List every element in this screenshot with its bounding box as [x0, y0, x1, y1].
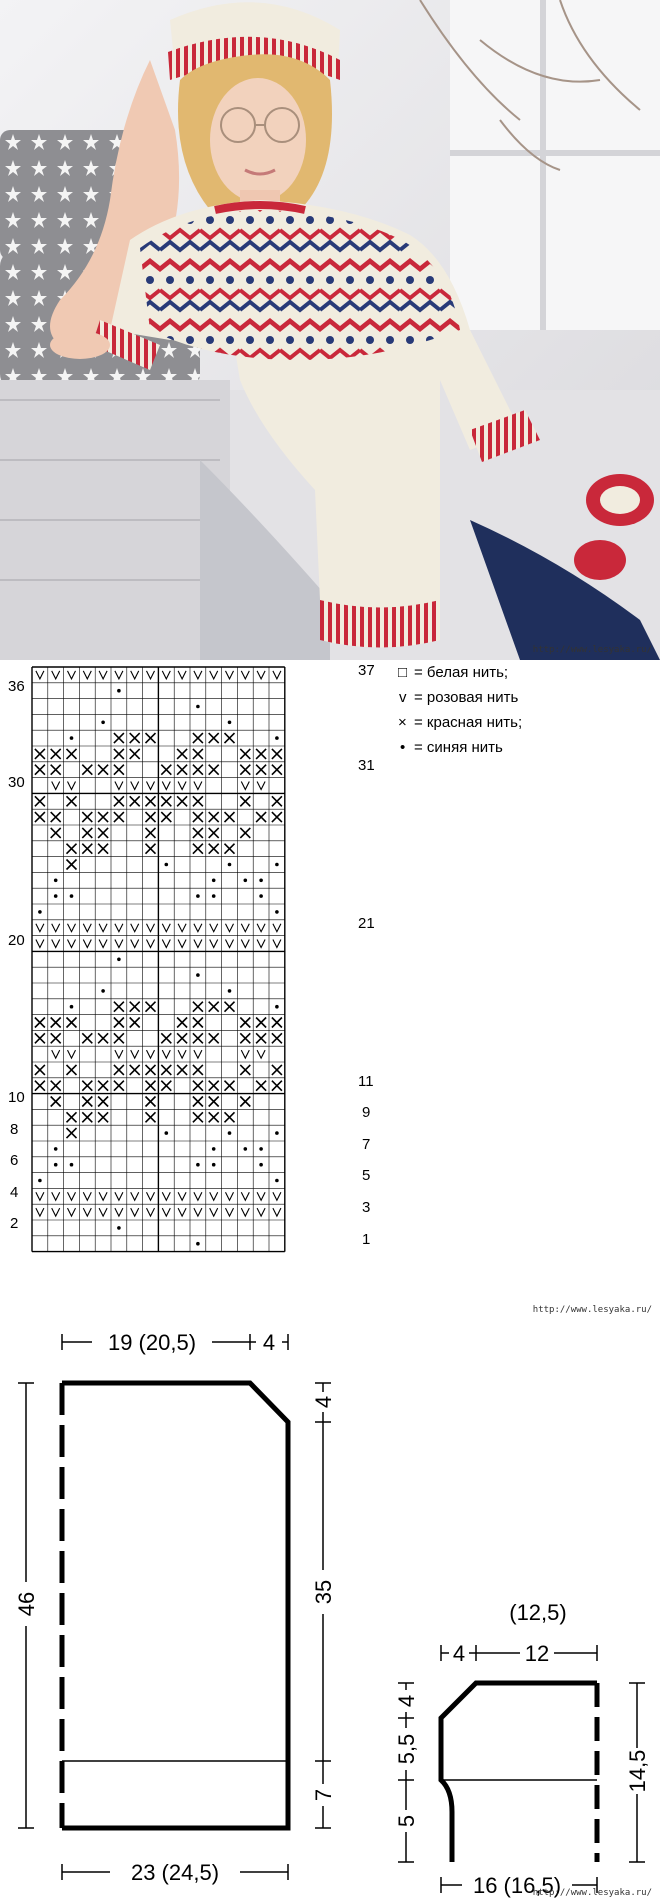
left-row-labels	[8, 678, 25, 1232]
row-label-2: 2	[10, 1215, 19, 1232]
body-top-width: 19 (20,5)	[107, 1330, 197, 1355]
sleeve-piece	[441, 1683, 597, 1862]
sleeve-top-width: 12	[524, 1641, 550, 1666]
row-label-31: 31	[358, 757, 375, 774]
chart-watermark: http://www.lesyaka.ru/	[532, 1305, 652, 1315]
legend-symbol-pink: v	[399, 689, 407, 706]
sleeve-bottom-width: 16 (16,5)	[472, 1873, 562, 1898]
legend-text-red: = красная нить;	[414, 714, 523, 731]
row-label-8: 8	[10, 1121, 19, 1138]
legend-text-blue: = синяя нить	[414, 739, 503, 756]
knitting-chart-section	[0, 660, 660, 1320]
row-label-11: 11	[358, 1073, 374, 1090]
sleeve-outline	[441, 1683, 597, 1862]
knitting-chart	[0, 660, 660, 1320]
sweater-photo-drawing	[0, 0, 660, 660]
body-piece	[62, 1383, 288, 1828]
row-label-21: 21	[358, 915, 375, 932]
legend-item-blue	[400, 739, 503, 756]
right-row-labels	[358, 662, 375, 1248]
body-shoulder-width: 4	[262, 1330, 276, 1355]
schematic-watermark: http://www.lesyaka.ru/	[532, 1888, 652, 1898]
sleeve-labels	[394, 1600, 650, 1898]
body-bottom-width: 23 (24,5)	[130, 1860, 220, 1885]
legend-item-white	[398, 664, 508, 681]
row-label-10: 10	[8, 1089, 25, 1106]
row-label-1: 1	[362, 1231, 371, 1248]
row-label-3: 3	[362, 1199, 371, 1216]
row-label-36: 36	[8, 678, 25, 695]
row-label-30: 30	[8, 774, 25, 791]
row-label-6: 6	[10, 1152, 19, 1169]
row-label-37: 37	[358, 662, 375, 679]
legend-symbol-blue: •	[400, 739, 406, 756]
row-label-20: 20	[8, 932, 25, 949]
legend-text-white: = белая нить;	[414, 664, 509, 681]
body-upper-height: 35	[311, 1579, 336, 1605]
sleeve-height: 14,5	[625, 1749, 650, 1793]
legend-symbol-red: ×	[398, 714, 407, 731]
sweater-photo	[0, 0, 660, 660]
body-total-height: 46	[14, 1591, 39, 1617]
row-label-7: 7	[362, 1136, 371, 1153]
body-shoulder-drop: 4	[311, 1395, 336, 1409]
sleeve-cap-height: 4	[394, 1694, 419, 1708]
row-label-5: 5	[362, 1167, 371, 1184]
schematics-drawing	[0, 1320, 660, 1899]
pattern-schematics	[0, 1320, 660, 1899]
legend-item-pink	[399, 689, 518, 706]
sleeve-top-label: (12,5)	[509, 1600, 567, 1625]
sleeve-mid-height: 5,5	[394, 1733, 419, 1765]
legend-symbol-white: □	[398, 664, 408, 681]
row-label-4: 4	[10, 1184, 19, 1201]
legend-item-red	[398, 714, 522, 731]
legend-text-pink: = розовая нить	[414, 689, 519, 706]
body-hem-height: 7	[311, 1788, 336, 1802]
chart-legend	[398, 664, 522, 756]
sleeve-left-width: 4	[452, 1641, 466, 1666]
sleeve-cuff-height: 5	[394, 1814, 419, 1828]
row-label-9: 9	[362, 1104, 371, 1121]
photo-watermark: http://www.lesyaka.ru/	[532, 645, 652, 655]
